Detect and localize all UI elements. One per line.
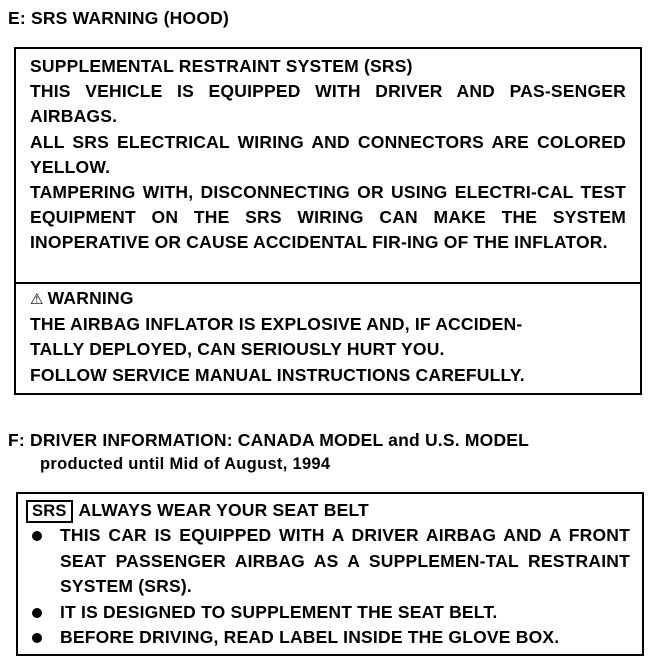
section-f-heading-line1: F: DRIVER INFORMATION: CANADA MODEL and U.S. MODEL — [8, 430, 530, 450]
warning-line: TALLY DEPLOYED, CAN SERIOUSLY HURT YOU. — [30, 339, 445, 360]
warning-title-row — [30, 286, 626, 312]
label-divider — [16, 282, 640, 284]
section-f-heading — [8, 428, 529, 476]
warning-line: FOLLOW SERVICE MANUAL INSTRUCTIONS CAREFULLY. — [30, 364, 525, 385]
section-f-heading-line2: producted until Mid of August, 1994 — [40, 455, 331, 473]
srs-tampering-paragraph: TAMPERING WITH, DISCONNECTING OR USING ELECTRI-CAL TEST EQUIPMENT ON THE SRS WIRING CAN MAKE THE SYSTEM INOPERATIVE OR CAUSE ACCIDENTAL FIR-ING OF THE INFLATOR. — [30, 182, 626, 253]
bullet-text: THIS CAR IS EQUIPPED WITH A DRIVER AIRBAG AND A FRONT SEAT PASSENGER AIRBAG AS A SUPPLEMEN-TAL RESTRAINT SYSTEM (SRS). — [60, 525, 630, 597]
warning-title: WARNING — [47, 288, 134, 308]
bullet-item — [26, 600, 630, 625]
srs-warning-label — [14, 47, 642, 395]
srs-label-title: SUPPLEMENTAL RESTRAINT SYSTEM (SRS) — [30, 56, 413, 76]
section-e-heading: E: SRS WARNING (HOOD) — [8, 8, 230, 28]
bullet-text: BEFORE DRIVING, READ LABEL INSIDE THE GLOVE BOX. — [60, 627, 560, 648]
srs-wiring-paragraph: ALL SRS ELECTRICAL WIRING AND CONNECTORS ARE COLORED YELLOW. — [30, 131, 626, 177]
seat-belt-title-row — [26, 498, 630, 523]
driver-information-label — [16, 492, 644, 656]
bullet-item — [26, 523, 630, 599]
bullet-icon — [32, 633, 42, 643]
srs-tag: SRS — [26, 500, 73, 523]
warning-block — [30, 286, 626, 388]
srs-info-text — [30, 54, 626, 256]
warning-line: THE AIRBAG INFLATOR IS EXPLOSIVE AND, IF ACCIDEN- — [30, 314, 523, 335]
bullet-icon — [32, 531, 42, 541]
seat-belt-text — [26, 498, 630, 650]
warning-triangle-icon: ⚠ — [30, 291, 44, 308]
srs-equipment-paragraph: THIS VEHICLE IS EQUIPPED WITH DRIVER AND PAS-SENGER AIRBAGS. — [30, 81, 626, 127]
bullet-icon — [32, 608, 42, 618]
bullet-item — [26, 625, 630, 650]
bullet-text: IT IS DESIGNED TO SUPPLEMENT THE SEAT BELT. — [60, 601, 498, 622]
seat-belt-title: ALWAYS WEAR YOUR SEAT BELT — [78, 500, 369, 520]
